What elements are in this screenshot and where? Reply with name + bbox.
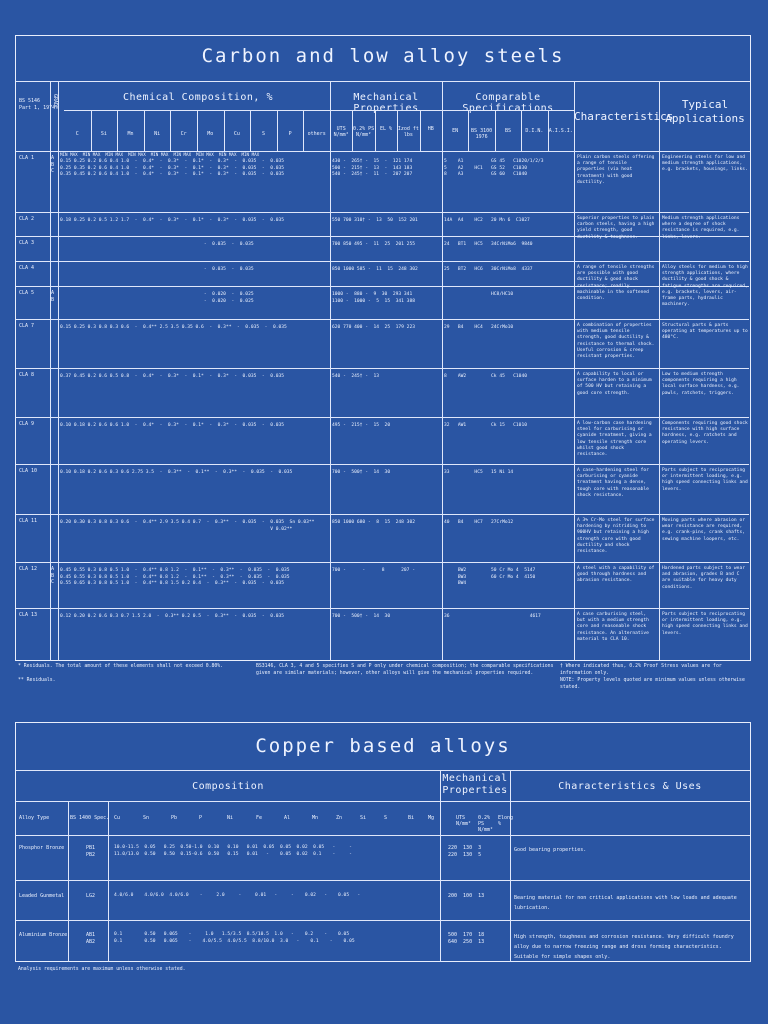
row-grade: CLA 9 (19, 421, 35, 427)
divider (397, 110, 398, 151)
row-characteristics: Plain carbon steels offering a range of tensile properties (via heat treatment) with good ductility. (577, 155, 655, 185)
row-applications: Low to medium strength components requiring a high local surface hardness, e.g. pawls, ratchets, triggers. (662, 372, 740, 396)
row-characteristics: A case carburising steel, but with a medium strength core and reasonable shock resistance. An alternative material to CLA 10. (577, 612, 649, 642)
row-subgrade: A B (51, 290, 55, 303)
row-divider (16, 464, 749, 465)
copper-col: Si (360, 815, 367, 821)
row-chem: 0.45 0.55 0.3 0.8 0.5 1.0 - 0.4** 0.8 1.2 - 0.1** - 0.3** - 0.035 - 0.035 0.45 0.55 0.3 0.8 0.5 1.0 - 0.4** 0.8 1.2 - 0.1** - 0.3** - 0.035 - 0.035 0.55 0.65 0.3 0.8 0.5 1.0 - 0.4** 0.8 1.5 0.2 0.4 - 0.3** - 0.035 - 0.035 (60, 568, 290, 586)
row-grade: CLA 11 (19, 518, 38, 524)
row-chem: 0.37 0.45 0.2 0.6 0.5 0.8 - 0.4* - 0.3* - 0.1* - 0.3* - 0.035 - 0.035 (60, 374, 285, 379)
row-characteristics: A low-carbon case hardening steel for carburising or cyanide treatment, giving a low tensile strength core whilst good shock resistance. (577, 421, 652, 458)
row-applications: Alloy steels for medium to high strength applications, where ductility & good shock & fatigue strengths are required, e.g. brackets, levers, air-frame parts, hydraulic machinery. (662, 265, 748, 308)
row-chem: - 0.020 - 0.025 - 0.020 - 0.025 (203, 292, 254, 304)
chem-col-ni: Ni (154, 131, 161, 137)
comp-header: Comparable Specifications (462, 92, 554, 114)
copper-spec: LG2 (86, 893, 96, 899)
row-divider (16, 212, 749, 213)
row-chem: 0.15 0.25 0.3 0.8 0.3 0.6 - 0.4** 2.5 3.5 0.35 0.6 - 0.3** - 0.035 - 0.035 (60, 325, 287, 330)
divider (420, 110, 421, 151)
divider (574, 81, 575, 661)
char-header: Characteristics (574, 110, 674, 123)
copper-mech-header: Mechanical Properties (442, 773, 508, 796)
copper-col: Alloy Type (19, 815, 50, 821)
chem-col-cu: Cu (233, 131, 240, 137)
copper-col: S (384, 815, 388, 821)
note-proof-stress: † Where indicated thus, 0.2% Proof Stress values are for information only. NOTE: Property levels quoted are minimum values unless otherwise stated. (560, 664, 745, 690)
divider (16, 920, 750, 921)
divider (64, 110, 574, 111)
row-mech: 700 - 500† - 14 30 (332, 614, 391, 619)
row-characteristics: A 3% Cr-Mo steel for surface hardening by nitriding to 900HV but retaining a high strength core with good ductility and shock resistance. (577, 518, 655, 555)
row-spec: 40 B4 HC7 27CrMo12 (444, 520, 514, 525)
divider (117, 110, 118, 151)
row-characteristics: A case-hardening steel for carburising or cyanide treatment having a dense, tough core with reasonable shock resistance. (577, 468, 649, 498)
copper-mech: 220 130 3 220 130 5 (448, 845, 482, 858)
copper-col: UTS N/mm² (456, 815, 472, 827)
row-applications: Engineering steels for low and medium strength applications, e.g. brackets, housings, links. (662, 155, 748, 173)
row-divider (16, 261, 749, 262)
row-applications: Parts subject to reciprocating or intermittent loading, e.g. high speed connecting links and levers. (662, 468, 748, 492)
chem-col-c: C (75, 131, 79, 137)
copper-col: Fe (256, 815, 263, 821)
copper-panel (15, 722, 751, 962)
row-divider (16, 319, 749, 320)
steels-panel (15, 35, 751, 661)
divider (16, 880, 750, 881)
row-chem: - 0.035 - 0.035 (60, 242, 254, 247)
row-spec: 14A A4 HC2 20 Mn 6 C1027 (444, 218, 530, 223)
divider (303, 110, 304, 151)
row-mech: 540 - 245† - 13 (332, 374, 380, 379)
copper-use: Bearing material for non critical applications with low loads and adequate lubrication. (514, 895, 737, 911)
row-chem: 0.20 0.30 0.3 0.8 0.3 0.6 - 0.4** 2.9 3.5 0.4 0.7 - 0.3** - 0.035 - 0.035 Sn 0.03** V 0.02** (60, 520, 315, 532)
row-applications: Parts subject to reciprocating or intermittent loading, e.g. high speed connecting links and levers. (662, 612, 748, 636)
note-bs3146: BS3146, CLA 3, 4 and 5 specifies S and P only under chemical composition; the comparable specifications given are similar materials; however, other alloys will give the mechanical properties required. (256, 664, 554, 676)
row-spec: 32 AW1 Ck 15 C1010 (444, 423, 527, 428)
row-characteristics: A combination of properties with medium tensile strength, good ductility & resistance to thermal shock. Useful corrosion & creep resistant properties. (577, 323, 655, 360)
copper-use: High strength, toughness and corrosion resistance. Very difficult foundry alloy due to narrow freezing range and dross forming characteristics. Suitable for simple shapes only. (514, 934, 734, 960)
copper-col: Al (284, 815, 291, 821)
row-characteristics: Superior properties to plain carbon steels, having a high yield strength, good ductility & toughness. (577, 216, 655, 240)
row-grade: CLA 3 (19, 240, 35, 246)
divider (16, 835, 750, 836)
divider (352, 110, 353, 151)
mech-header: Mechanical Properties (353, 92, 419, 114)
apps-header: Typical Applications (665, 98, 745, 125)
mech-col: HB (427, 126, 434, 132)
divider (510, 770, 511, 962)
copper-title: Copper based alloys (255, 735, 511, 757)
row-chem: 0.15 0.25 0.2 0.6 0.4 1.0 - 0.4* - 0.3* - 0.1* - 0.3* - 0.035 - 0.035 0.25 0.35 0.2 0.6 0.4 1.0 - 0.4* - 0.3* - 0.1* - 0.3* - 0.035 - 0.035 0.35 0.45 0.2 0.6 0.4 1.0 - 0.4* - 0.3* - 0.1* - 0.3* - 0.035 - 0.035 (60, 159, 285, 177)
divider (16, 81, 750, 82)
copper-col: Bi (408, 815, 415, 821)
divider (442, 81, 443, 661)
copper-char-header: Characteristics & Uses (558, 781, 702, 792)
divider (68, 801, 69, 962)
row-mech: 850 1000 680 - 8 15 248 302 (332, 520, 415, 525)
copper-col: Zn (336, 815, 343, 821)
row-divider (16, 562, 749, 563)
row-subgrade: A B C (51, 155, 55, 174)
copper-use: Good bearing properties. (514, 847, 587, 853)
copper-col: P (199, 815, 203, 821)
copper-type: Aluminium Bronze (19, 932, 68, 938)
divider (16, 801, 750, 802)
row-grade: CLA 2 (19, 216, 35, 222)
row-spec: 36 4617 (444, 614, 541, 619)
row-grade: CLA 7 (19, 323, 35, 329)
row-chem: 0.10 0.18 0.2 0.6 0.3 0.6 2.75 3.5 - 0.3** - 0.1** - 0.3** - 0.035 - 0.035 (60, 470, 293, 475)
row-mech: 700 - 500† - 14 30 (332, 470, 391, 475)
mech-col: Izod ft lbs (397, 126, 419, 138)
copper-values: 4.0/6.0 4.0/6.0 4.0/6.0 - 2.0 - 0.01 - - 0.02 - 0.05 - (114, 893, 361, 898)
row-spec: 25 BT2 HC6 30CrNiMo8 4337 (444, 267, 533, 272)
row-spec: 24 BT1 HC5 34CrNiMo6 9840 (444, 242, 533, 247)
note-residuals: * Residuals. The total amount of these elements shall not exceed 0.80%. (18, 664, 224, 669)
row-applications: Components requiring good shock resistance with high surface hardness, e.g. ratchets and operating levers. (662, 421, 748, 445)
copper-col: Cu (114, 815, 121, 821)
chem-col-si: Si (100, 131, 107, 137)
divider (144, 110, 145, 151)
copper-mech: 500 170 18 640 250 13 (448, 932, 485, 945)
row-spec: BW2 50 Cr Mo 4 5147 BW3 60 Cr Mo 4 4150 BW4 (457, 568, 536, 586)
divider (468, 110, 469, 151)
row-mech: 1000 - 880 - 9 30 293 341 1100 - 1000 - 5 15 341 388 (332, 292, 415, 304)
divider (170, 110, 171, 151)
copper-type: Leaded Gunmetal (19, 893, 65, 899)
row-chem: - 0.035 - 0.035 (60, 267, 254, 272)
chem-header: Chemical Composition, % (123, 92, 273, 103)
row-characteristics: A capability to local or surface harden to a minimum of 500 HV but retaining a good core strength. (577, 372, 652, 396)
divider (250, 110, 251, 151)
divider (375, 110, 376, 151)
copper-col: Elong % (498, 815, 514, 827)
divider (330, 81, 331, 661)
copper-footnote: Analysis requirements are maximum unless otherwise stated. (18, 967, 186, 972)
chem-col-cr: Cr (180, 131, 187, 137)
spec-col: BS 3100 1976 (471, 128, 493, 140)
copper-spec: AB1 AB2 (86, 932, 96, 945)
copper-col: Mn (312, 815, 319, 821)
row-applications: Structural parts & parts operating at temperatures up to 480°C. (662, 323, 748, 341)
copper-col: Sn (143, 815, 150, 821)
divider (521, 110, 522, 151)
divider (197, 110, 198, 151)
row-characteristics: A steel with a capability of good through hardness and abrasion resistance. (577, 566, 655, 584)
row-mech: 550 700 310† - 13 50 152 201 (332, 218, 418, 223)
chem-col-mn: Mn (127, 131, 134, 137)
row-grade: CLA 8 (19, 372, 35, 378)
row-applications: Medium strength applications where a degree of shock resistance is required, e.g. links, levers. (662, 216, 740, 240)
mech-col: 0.2% PS N/mm² (353, 126, 375, 138)
row-mech: 700 850 495 - 11 25 201 255 (332, 242, 415, 247)
grade-header: GRADE (52, 94, 58, 110)
copper-col: 0.2% PS N/mm² (478, 815, 494, 833)
row-spec: 29 B4 HC4 24CrMo10 (444, 325, 514, 330)
row-subgrade: A B C (51, 566, 55, 585)
row-divider (16, 417, 749, 418)
row-chem: 0.18 0.25 0.2 0.5 1.2 1.7 - 0.4* - 0.3* - 0.1* - 0.3* - 0.035 - 0.035 (60, 218, 285, 223)
divider (495, 110, 496, 151)
row-chem: 0.10 0.18 0.2 0.6 0.6 1.0 - 0.4* - 0.3* - 0.1* - 0.3* - 0.035 - 0.035 (60, 423, 285, 428)
divider (277, 110, 278, 151)
note-residuals-2: ** Residuals. (18, 678, 56, 683)
row-chem: 0.12 0.20 0.2 0.6 0.3 0.7 1.5 2.0 - 0.3** 0.2 0.5 - 0.3** - 0.035 - 0.035 (60, 614, 285, 619)
chem-col-others: others (307, 131, 326, 137)
divider (659, 81, 660, 661)
row-divider (16, 236, 749, 237)
row-applications: Moving parts where abrasion or wear resistance are required, e.g. crank-pins, crank shafts, sewing machine loopers, etc. (662, 518, 745, 542)
row-mech: 700 - - 8 207 - (332, 568, 415, 573)
chem-col-p: P (288, 131, 292, 137)
row-grade: CLA 5 (19, 290, 35, 296)
row-mech: 850 1000 585 - 11 15 248 302 (332, 267, 418, 272)
divider (58, 81, 59, 661)
spec-col: BS (504, 128, 511, 134)
mech-col: UTS N/mm² (333, 126, 349, 138)
copper-col: Ni (227, 815, 234, 821)
row-grade: CLA 4 (19, 265, 35, 271)
row-divider (16, 608, 749, 609)
copper-values: 0.1 0.50 0.065 - 1.0 1.5/3.5 8.5/10.5 1.0 - 0.2 - 0.05 0.1 0.50 0.065 - 4.0/5.5 4.0/5.5 8.8/10.0 3.0 - 0.1 - 0.05 (114, 932, 355, 944)
copper-comp-header: Composition (192, 781, 264, 792)
row-spec: HC8/HC10 (444, 292, 514, 297)
row-divider (16, 368, 749, 369)
row-spec: 5 A1 GS 45 C1020/1/2/3 5 A2 HC1 GS 52 C1030 8 A3 GS 60 C1040 (444, 159, 544, 177)
chem-col-mo: Mo (207, 131, 214, 137)
copper-spec: PB1 PB2 (86, 845, 96, 858)
mech-col: EL % (379, 126, 393, 132)
row-mech: 620 770 400 - 14 25 179 223 (332, 325, 415, 330)
divider (16, 770, 750, 771)
divider (91, 110, 92, 151)
minmax-row: MIN MAX MIN MAX MIN MAX MIN MAX MIN MAX MIN MAX MIN MAX MIN MAX MIN MAX (60, 152, 260, 157)
row-grade: CLA 12 (19, 566, 38, 572)
row-divider (16, 514, 749, 515)
row-spec: 33 HC5 15 Ni 14 (444, 470, 514, 475)
row-mech: 495 - 215† - 15 20 (332, 423, 391, 428)
row-applications: Hardened parts subject to wear and abrasion, grades B and C are suitable for heavy duty conditions. (662, 566, 745, 590)
divider (108, 801, 109, 962)
copper-col: Mg (428, 815, 435, 821)
copper-mech: 200 100 13 (448, 893, 485, 899)
copper-col: BS 1400 Spec. (70, 815, 110, 821)
spec-col: A.I.S.I. (548, 128, 573, 134)
row-grade: CLA 1 (19, 155, 35, 161)
copper-values: 10.0-11.5 0.05 0.25 0.50-1.0 0.10 0.10 0.01 0.05 0.05 0.02 0.05 - - 11.0/13.0 0.50 0.50 0.15-0.6 0.50 0.15 0.01 - 0.05 0.02 0.1 - - (114, 845, 352, 857)
bs-header: BS 5146 Part 1, 1974 (19, 98, 56, 111)
spec-col: D.I.N. (525, 128, 544, 134)
row-spec: 8 AW2 Ck 45 C1040 (444, 374, 527, 379)
copper-type: Phosphor Bronze (19, 845, 65, 851)
divider (440, 770, 441, 962)
row-grade: CLA 13 (19, 612, 38, 618)
chem-col-s: S (261, 131, 265, 137)
row-grade: CLA 10 (19, 468, 38, 474)
row-divider (16, 286, 749, 287)
row-characteristics: A range of tensile strengths are possible with good ductility & good shock resistance; readily machinable in the softened condition. (577, 265, 655, 302)
row-mech: 430 - 265† - 15 - 121 174 500 - 215† - 13 - 143 183 540 - 245† - 11 - 207 207 (332, 159, 413, 177)
divider (224, 110, 225, 151)
divider (548, 110, 549, 151)
copper-col: Pb (171, 815, 178, 821)
steels-title: Carbon and low alloy steels (201, 45, 565, 67)
spec-col: EN (452, 128, 459, 134)
